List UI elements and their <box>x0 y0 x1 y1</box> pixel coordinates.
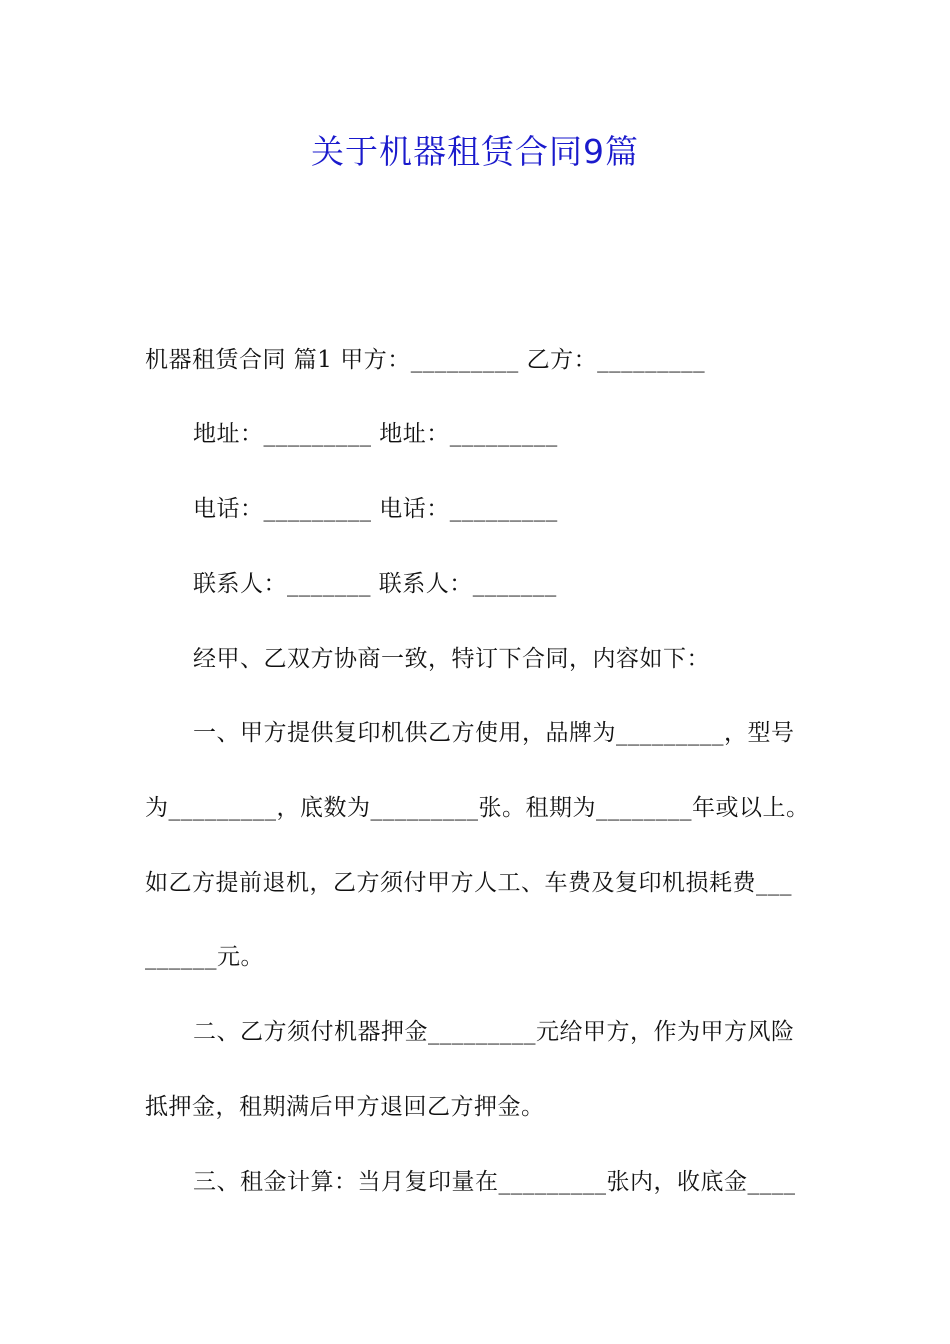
clause-2-line-1: 二、乙方须付机器押金_________元给甲方，作为甲方风险 <box>193 1019 795 1045</box>
clause-1-line-3: 如乙方提前退机，乙方须付甲方人工、车费及复印机损耗费___ <box>145 870 792 896</box>
address-line: 地址：_________ 地址：_________ <box>193 421 558 447</box>
clause-1-line-1: 一、甲方提供复印机供乙方使用，品牌为_________，型号 <box>193 720 795 746</box>
contract-heading-line: 机器租赁合同 篇1 甲方：_________ 乙方：_________ <box>145 347 706 373</box>
clause-1-line-2: 为_________，底数为_________张。租期为________年或以上。 <box>145 795 810 821</box>
clause-2-line-2: 抵押金，租期满后甲方退回乙方押金。 <box>145 1094 545 1120</box>
agreement-intro-line: 经甲、乙双方协商一致，特订下合同，内容如下： <box>193 646 710 672</box>
contact-line: 联系人：_______ 联系人：_______ <box>193 571 557 597</box>
clause-1-line-4: ______元。 <box>145 944 264 970</box>
document-title: 关于机器租赁合同9篇 <box>311 132 639 171</box>
clause-3-line-1: 三、租金计算：当月复印量在_________张内，收底金____ <box>193 1169 796 1195</box>
phone-line: 电话：_________ 电话：_________ <box>193 496 558 522</box>
